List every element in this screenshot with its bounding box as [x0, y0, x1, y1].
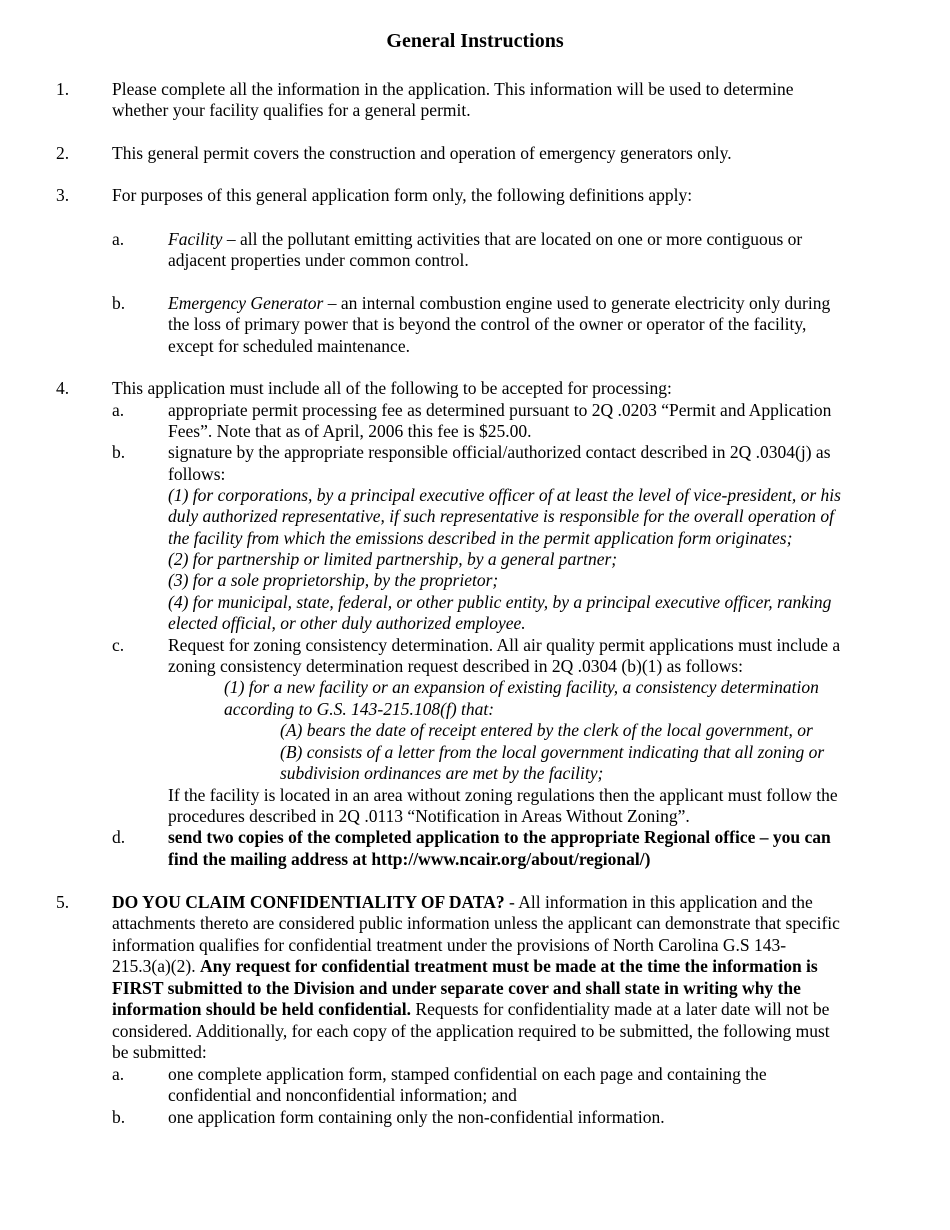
- zoning-condition-line: (B) consists of a letter from the local government indicating that all zoning or: [280, 742, 825, 762]
- signature-rule-line: (3) for a sole proprietorship, by the proprietor;: [168, 570, 499, 590]
- subitem-letter: a.: [112, 229, 125, 249]
- item-text: 215.3(a)(2).: [112, 956, 200, 976]
- definition-line: adjacent properties under common control.: [168, 250, 469, 270]
- definition-line: except for scheduled maintenance.: [168, 336, 410, 356]
- subitem-line: signature by the appropriate responsible official/authorized contact described in 2Q .0304(j) as: [168, 442, 831, 462]
- subitem-line: send two copies of the completed application to the appropriate Regional office – you can: [168, 827, 831, 847]
- signature-rule-line: the facility from which the emissions described in the permit application form originates;: [168, 528, 793, 548]
- subitem-letter: c.: [112, 635, 125, 655]
- signature-rule-line: (2) for partnership or limited partnership, by a general partner;: [168, 549, 618, 569]
- item-text-line: attachments thereto are considered public information unless the applicant can demonstrate that specific: [112, 913, 840, 933]
- subitem-line: find the mailing address at http://www.ncair.org/about/regional/): [168, 849, 651, 869]
- item-text-line: be submitted:: [112, 1042, 207, 1062]
- signature-rule-line: (1) for corporations, by a principal executive officer of at least the level of vice-president, or his: [168, 485, 841, 505]
- item-text-line: whether your facility qualifies for a general permit.: [112, 100, 471, 120]
- subitem-line: one application form containing only the non-confidential information.: [168, 1107, 665, 1127]
- definition-text: – all the pollutant emitting activities that are located on one or more contiguous or: [222, 229, 803, 249]
- item-number: 1.: [56, 79, 70, 99]
- subitem-line: Fees”. Note that as of April, 2006 this fee is $25.00.: [168, 421, 532, 441]
- item-number: 2.: [56, 143, 70, 163]
- zoning-condition-line: subdivision ordinances are met by the facility;: [280, 763, 604, 783]
- item-text-line: [112, 892, 813, 913]
- subitem-letter: b.: [112, 293, 126, 313]
- item-text: - All information in this application and the: [504, 892, 813, 912]
- definition-line: the loss of primary power that is beyond the control of the owner or operator of the facility,: [168, 314, 807, 334]
- item-text-line: [112, 956, 818, 977]
- definition-term: Emergency Generator: [168, 293, 324, 313]
- subitem-line: If the facility is located in an area without zoning regulations then the applicant must follow the: [168, 785, 838, 805]
- subitem-line: zoning consistency determination request described in 2Q .0304 (b)(1) as follows:: [168, 656, 743, 676]
- page-title: General Instructions: [386, 30, 564, 52]
- item-bold-text: information should be held confidential.: [112, 999, 412, 1019]
- item-text: Requests for confidentiality made at a later date will not be: [411, 999, 830, 1019]
- item-bold-text: Any request for confidential treatment must be made at the time the information is: [199, 956, 818, 976]
- item-text-line: FIRST submitted to the Division and under separate cover and shall state in writing why the: [112, 978, 801, 998]
- item-text-line: considered. Additionally, for each copy of the application required to be submitted, the following must: [112, 1021, 830, 1041]
- subitem-letter: d.: [112, 827, 126, 847]
- definition-line: [168, 229, 802, 250]
- subitem-letter: b.: [112, 442, 126, 462]
- item-number: 3.: [56, 185, 70, 205]
- item-text-line: For purposes of this general application form only, the following definitions apply:: [112, 185, 693, 205]
- zoning-rule-line: (1) for a new facility or an expansion of existing facility, a consistency determination: [224, 677, 819, 697]
- item-text-line: This general permit covers the construction and operation of emergency generators only.: [112, 143, 732, 163]
- item-number: 4.: [56, 378, 70, 398]
- zoning-condition-line: (A) bears the date of receipt entered by the clerk of the local government, or: [280, 720, 813, 740]
- subitem-line: appropriate permit processing fee as determined pursuant to 2Q .0203 “Permit and Application: [168, 400, 832, 420]
- definition-line: [168, 293, 830, 314]
- subitem-line: one complete application form, stamped confidential on each page and containing the: [168, 1064, 767, 1084]
- item-text-line: [112, 999, 829, 1020]
- zoning-rule-line: according to G.S. 143-215.108(f) that:: [224, 699, 495, 719]
- signature-rule-line: duly authorized representative, if such representative is responsible for the overall operation of: [168, 506, 835, 526]
- subitem-line: procedures described in 2Q .0113 “Notification in Areas Without Zoning”.: [168, 806, 690, 826]
- subitem-letter: b.: [112, 1107, 126, 1127]
- definition-text: – an internal combustion engine used to generate electricity only during: [323, 293, 831, 313]
- subitem-letter: a.: [112, 1064, 125, 1084]
- subitem-line: follows:: [168, 464, 226, 484]
- item-text-line: information qualifies for confidential treatment under the provisions of North Carolina G.S 143-: [112, 935, 787, 955]
- signature-rule-line: elected official, or other duly authorized employee.: [168, 613, 526, 633]
- item-number: 5.: [56, 892, 70, 912]
- confidentiality-heading: DO YOU CLAIM CONFIDENTIALITY OF DATA?: [112, 892, 505, 912]
- signature-rule-line: (4) for municipal, state, federal, or other public entity, by a principal executive officer, ranking: [168, 592, 832, 612]
- subitem-line: confidential and nonconfidential information; and: [168, 1085, 517, 1105]
- item-text-line: This application must include all of the following to be accepted for processing:: [112, 378, 672, 398]
- definition-term: Facility: [168, 229, 223, 249]
- subitem-letter: a.: [112, 400, 125, 420]
- item-text-line: Please complete all the information in the application. This information will be used to determine: [112, 79, 794, 99]
- subitem-line: Request for zoning consistency determination. All air quality permit applications must include a: [168, 635, 841, 655]
